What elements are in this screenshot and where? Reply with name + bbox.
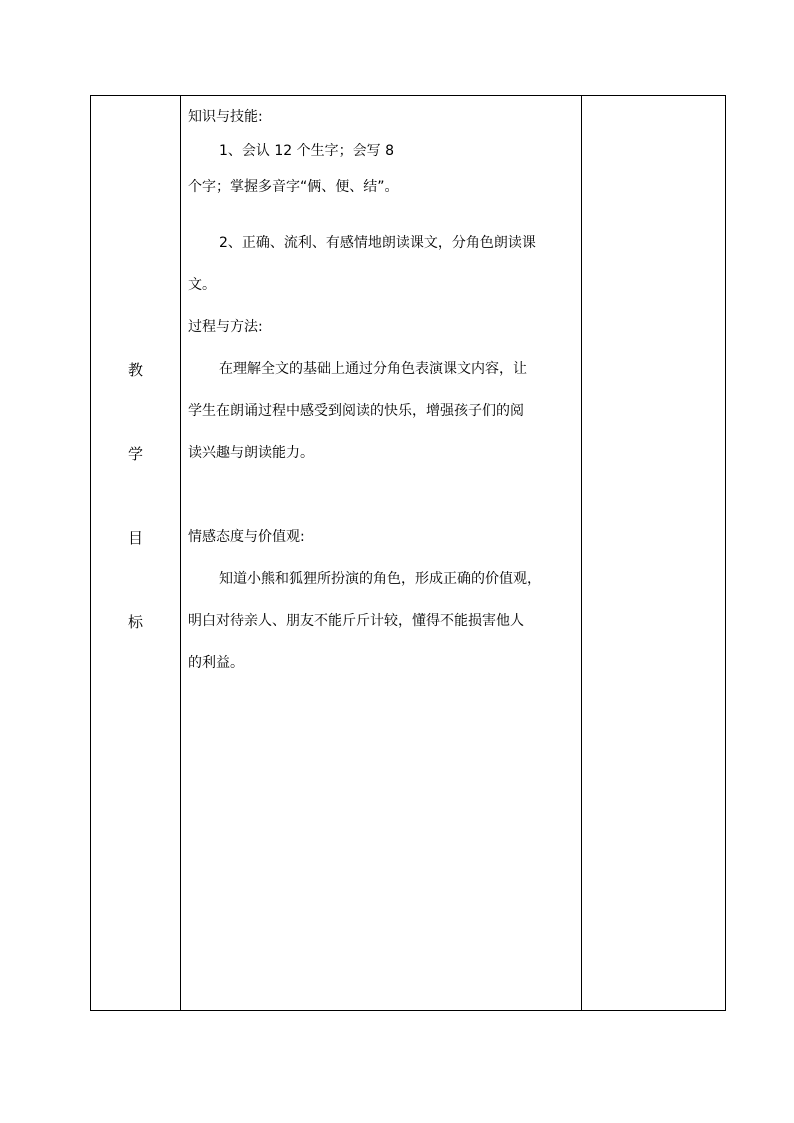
emotion-line-1: 知道小熊和狐狸所扮演的角色，形成正确的价值观， [219,571,541,587]
side-label-char-1: 教 [127,361,143,379]
process-line-3: 读兴趣与朗读能力。 [188,445,314,461]
knowledge-heading: 知识与技能: [188,109,263,125]
emotion-line-2: 明白对待亲人、朋友不能斤斤计较，懂得不能损害他人 [188,613,524,629]
emotion-line-3: 的利益。 [188,655,244,671]
side-label-char-3: 目 [127,529,143,547]
process-line-2: 学生在朗诵过程中感受到阅读的快乐，增强孩子们的阅 [188,403,524,419]
knowledge-item-1-line-2: 个字；掌握多音字“俩、便、结”。 [188,179,399,195]
column-divider-left [180,96,181,1010]
knowledge-item-2-line-1: 2、正确、流利、有感情地朗读课文，分角色朗读课 [219,235,536,251]
side-label-char-2: 学 [127,445,143,463]
teaching-objectives-table [90,95,726,1011]
knowledge-item-2-line-2: 文。 [188,277,216,293]
process-line-1: 在理解全文的基础上通过分角色表演课文内容，让 [219,361,527,377]
notes-column-cell [582,96,725,1010]
side-label-char-4: 标 [127,613,143,631]
knowledge-item-1-line-1: 1、会认 12 个生字；会写 8 [219,143,394,159]
process-heading: 过程与方法: [188,319,263,335]
emotion-heading: 情感态度与价值观: [188,529,305,545]
